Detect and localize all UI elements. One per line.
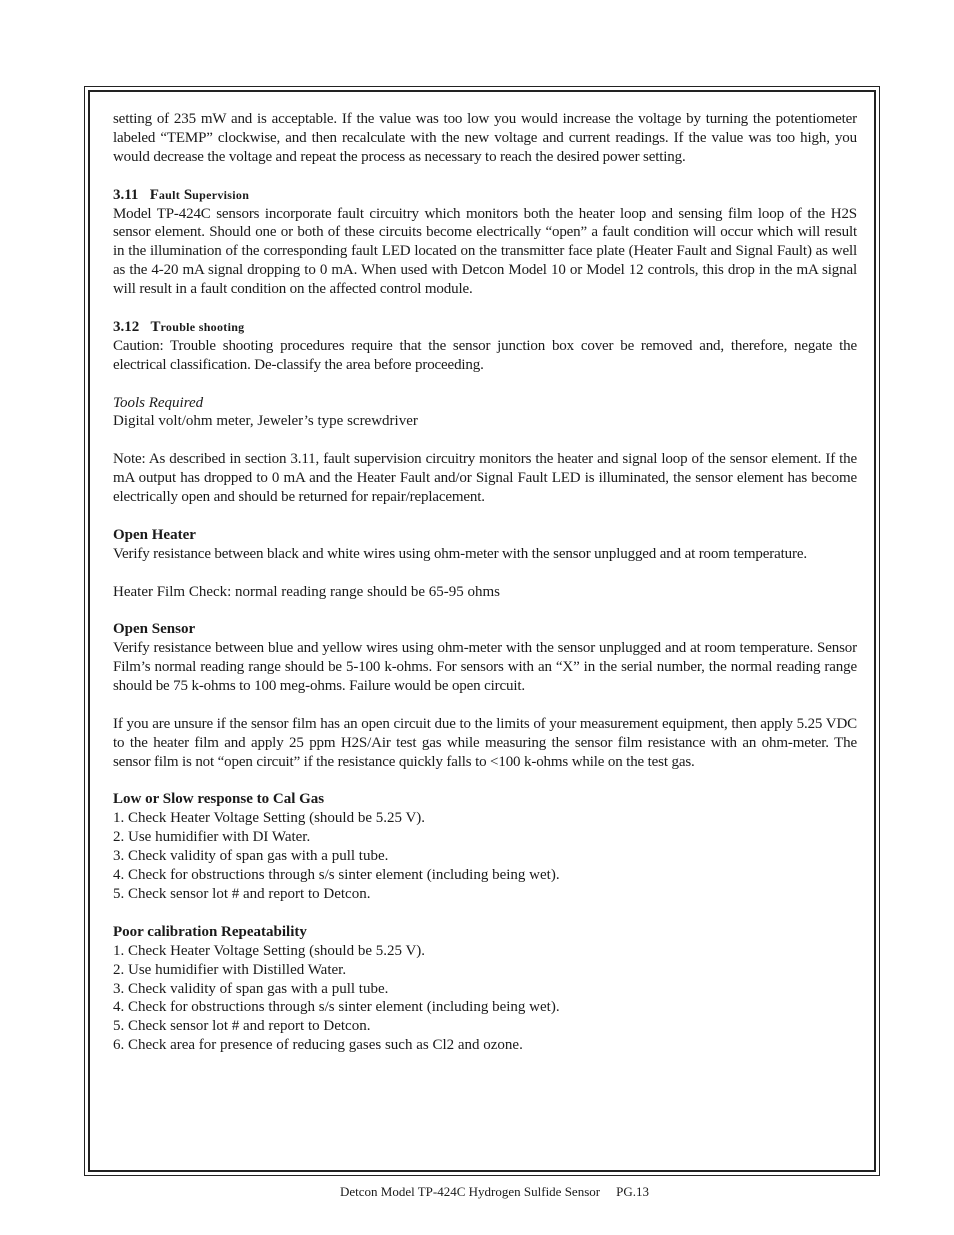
low-response-list xyxy=(113,809,857,904)
note-paragraph: Note: As described in section 3.11, fault supervision circuitry monitors the heater and signal loop of the sensor element. If the mA output has dropped to 0 mA and the Heater Fault and/or Signal Fault LED is illuminated, the sensor element has become electrically open and should be returned for repair/replacement. xyxy=(113,451,857,506)
caution-paragraph: Caution: Trouble shooting procedures require that the sensor junction box cover be removed and, therefore, negate the electrical classification. De-classify the area before proceeding. xyxy=(113,337,857,373)
open-circuit-paragraph: If you are unsure if the sensor film has an open circuit due to the limits of your measurement equipment, then apply 5.25 VDC to the heater film and apply 25 ppm H2S/Air test gas while measuring the sensor film resistance with an ohm-meter. The sensor film is not “open circuit” if the resistance quickly falls to <100 k-ohms while on the test gas. xyxy=(113,715,857,770)
open-heater-heading: Open Heater xyxy=(113,526,196,543)
list-item: 1. Check Heater Voltage Setting (should be 5.25 V). xyxy=(113,810,426,827)
document-body xyxy=(113,110,857,1055)
list-item: 2. Use humidifier with Distilled Water. xyxy=(113,961,347,978)
poor-calibration-heading: Poor calibration Repeatability xyxy=(113,923,307,940)
page-footer xyxy=(340,1184,649,1200)
tools-text: Digital volt/ohm meter, Jeweler’s type screwdriver xyxy=(113,413,418,430)
list-item: 5. Check sensor lot # and report to Detcon. xyxy=(113,1018,371,1035)
open-heater-text: Verify resistance between black and white wires using ohm-meter with the sensor unplugged and at room temperature. xyxy=(113,545,807,562)
section-3-11-heading: 3.11 Fault Supervision xyxy=(113,186,250,203)
section-3-11-body: Model TP-424C sensors incorporate fault circuitry which monitors both the heater loop and sensing film loop of the H2S sensor element. Should one or both of these circuits become electrically “open” a fault condition will occur which will result in the illumination of the corresponding fault LED located on the transmitter face plate (Heater Fault and Signal Fault) as well as the 4-20 mA signal dropping to 0 mA. When used with Detcon Model 10 or Model 12 controls, this drop in the mA signal will result in a fault condition on the affected control module. xyxy=(113,205,857,298)
list-item: 1. Check Heater Voltage Setting (should be 5.25 V). xyxy=(113,942,426,959)
list-item: 3. Check validity of span gas with a pull tube. xyxy=(113,980,389,997)
list-item: 4. Check for obstructions through s/s sinter element (including being wet). xyxy=(113,867,560,884)
footer-title: Detcon Model TP-424C Hydrogen Sulfide Sensor xyxy=(340,1184,601,1199)
poor-calibration-list xyxy=(113,942,857,1055)
list-item: 5. Check sensor lot # and report to Detcon. xyxy=(113,886,371,903)
list-item: 3. Check validity of span gas with a pull tube. xyxy=(113,848,389,865)
section-3-12-heading: 3.12 Trouble shooting xyxy=(113,318,245,335)
list-item: 4. Check for obstructions through s/s sinter element (including being wet). xyxy=(113,999,560,1016)
intro-paragraph: setting of 235 mW and is acceptable. If the value was too low you would increase the voltage by turning the potentiometer labeled “TEMP” clockwise, and then recalculate with the new voltage and current readings. If the value was too high, you would decrease the voltage and repeat the process as necessary to reach the desired power setting. xyxy=(113,111,857,165)
open-sensor-text: Verify resistance between blue and yellow wires using ohm-meter with the sensor unplugged and at room temperature. Sensor Film’s normal reading range should be 5-100 k-ohms. For sensors with an “X” in the serial number, the normal reading range should be 75 k-ohms to 100 meg-ohms. Failure would be open circuit. xyxy=(113,640,857,695)
list-item: 6. Check area for presence of reducing gases such as Cl2 and ozone. xyxy=(113,1037,523,1054)
low-response-heading: Low or Slow response to Cal Gas xyxy=(113,791,325,808)
open-sensor-heading: Open Sensor xyxy=(113,621,196,638)
heater-film-check: Heater Film Check: normal reading range should be 65-95 ohms xyxy=(113,583,500,600)
tools-heading: Tools Required xyxy=(113,394,204,411)
list-item: 2. Use humidifier with DI Water. xyxy=(113,829,311,846)
page-number: PG.13 xyxy=(616,1184,649,1199)
